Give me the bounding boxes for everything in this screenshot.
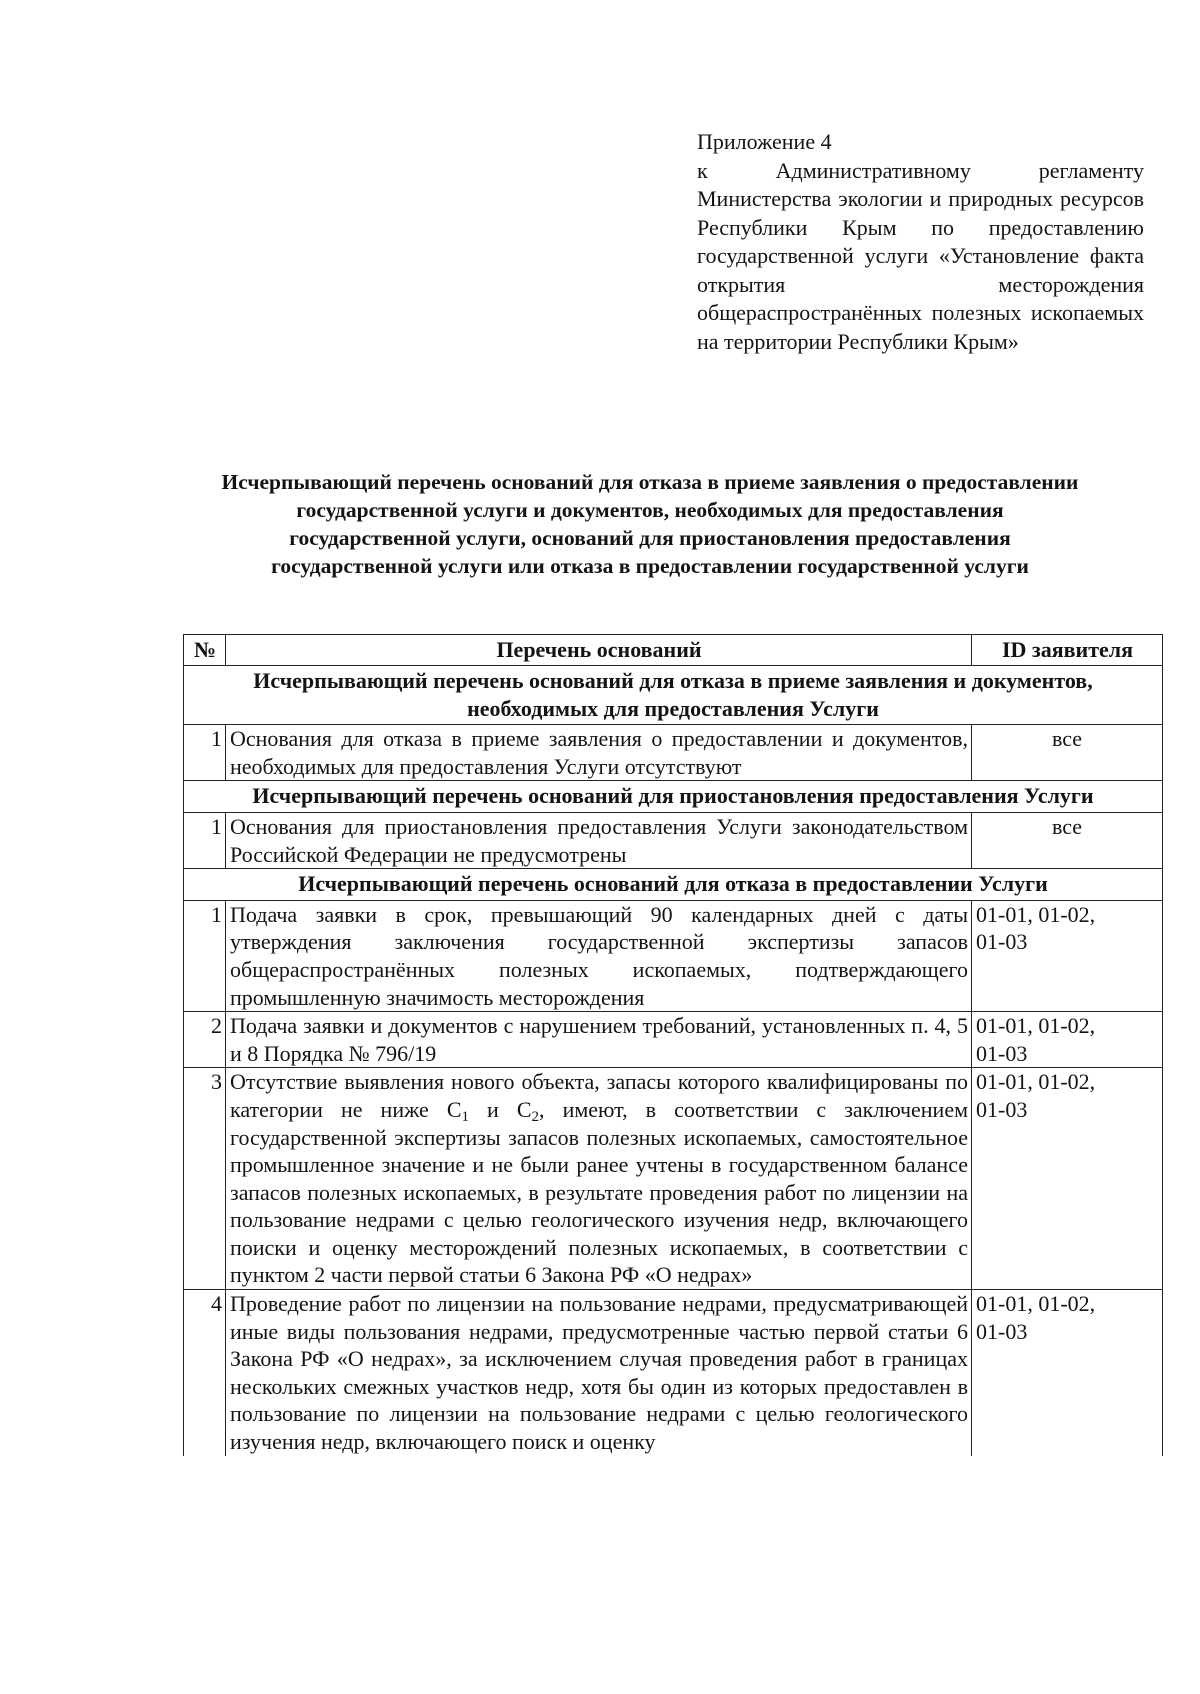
row-reason: Основания для приостановления предоставления Услуги законодательством Российской Федерации не предусмотрены: [226, 812, 972, 868]
table-row: [184, 1290, 1163, 1456]
table-header-row: [184, 635, 1163, 666]
heading-line: государственной услуги, оснований для приостановления предоставления: [289, 526, 1011, 550]
reason-text: Отсутствие выявления нового объекта, запасы которого квалифицированы по категории не ниже С: [230, 1069, 968, 1122]
section-row: [184, 666, 1163, 725]
appendix-title: Приложение 4: [697, 129, 832, 154]
row-applicant-id: [972, 1012, 1163, 1068]
appendix-block: [697, 128, 1144, 356]
row-number: 1: [184, 812, 226, 868]
table-row: [184, 1012, 1163, 1068]
section-title: [184, 666, 1163, 725]
section-row: [184, 781, 1163, 813]
grounds-table: [183, 634, 1163, 1456]
heading-line: Исчерпывающий перечень оснований для отказа в приеме заявления о предоставлении: [221, 470, 1079, 494]
row-reason: Проведение работ по лицензии на пользование недрами, предусматривающей иные виды пользования недрами, предусмотренные частью первой статьи 6 Закона РФ «О недрах», за исключением случая проведения работ в границах нескольких смежных участков недр, хотя бы один из которых предоставлен в пользование по лицензии на пользование недрами с целью геологического изучения недр, включающего поиск и оценку: [226, 1290, 972, 1456]
row-number: 3: [184, 1068, 226, 1290]
reason-text: и С: [469, 1096, 532, 1122]
header-applicant-id: ID заявителя: [972, 635, 1163, 666]
row-number: 2: [184, 1012, 226, 1068]
section-title: [184, 781, 1163, 813]
row-applicant-id: [972, 1290, 1163, 1456]
header-reasons: Перечень оснований: [226, 635, 972, 666]
section-row: [184, 869, 1163, 901]
row-applicant-id: [972, 900, 1163, 1011]
heading-line: государственной услуги или отказа в предоставлении государственной услуги: [271, 554, 1029, 578]
document-heading: [150, 468, 1150, 580]
table-row: [184, 1068, 1163, 1290]
row-reason: [226, 1068, 972, 1290]
row-number: 4: [184, 1290, 226, 1456]
table-row: [184, 900, 1163, 1011]
subscript: 1: [461, 1108, 469, 1125]
row-number: 1: [184, 900, 226, 1011]
section-title-line: необходимых для предоставления Услуги: [467, 695, 879, 721]
applicant-id-line: 01-03: [976, 929, 1028, 955]
row-applicant-id: [972, 1068, 1163, 1290]
subscript: 2: [531, 1108, 540, 1125]
header-number: №: [184, 635, 226, 666]
section-title-line: Исчерпывающий перечень оснований для отказа в приеме заявления и документов,: [253, 668, 1093, 693]
appendix-text: к Административному регламенту Министерства экологии и природных ресурсов Республики Крым по предоставлению государственной услуги «Установление факта открытия месторождения общераспространённых полезных ископаемых на территории Республики Крым»: [697, 157, 1144, 354]
applicant-id-line: 01-03: [976, 1040, 1028, 1066]
applicant-id-line: 01-01, 01-02,: [976, 1069, 1096, 1095]
applicant-id-line: 01-03: [976, 1318, 1028, 1344]
applicant-id-line: 01-03: [976, 1096, 1028, 1122]
section-title: [184, 869, 1163, 901]
applicant-id-line: 01-01, 01-02,: [976, 1291, 1096, 1317]
table-row: [184, 812, 1163, 868]
row-applicant-id: все: [972, 812, 1163, 868]
row-reason: Подача заявки в срок, превышающий 90 календарных дней с даты утверждения заключения государственной экспертизы запасов общераспространённых полезных ископаемых, подтверждающего промышленную значимость месторождения: [226, 900, 972, 1011]
reason-text: , имеют, в соответствии с заключением государственной экспертизы запасов полезных ископаемых, самостоятельное промышленное значение и не были ранее учтены в государственном балансе запасов полезных ископаемых, в результате проведения работ по лицензии на пользование недрами с целью геологического изучения недр, включающего поиски и оценку месторождений полезных ископаемых, в соответствии с пунктом 2 части первой статьи 6 Закона РФ «О недрах»: [230, 1096, 969, 1288]
row-reason: Подача заявки и документов с нарушением требований, установленных п. 4, 5 и 8 Порядка № 796/19: [226, 1012, 972, 1068]
applicant-id-line: 01-01, 01-02,: [976, 901, 1096, 927]
row-reason: Основания для отказа в приеме заявления о предоставлении и документов, необходимых для предоставления Услуги отсутствуют: [226, 725, 972, 781]
table-row: [184, 725, 1163, 781]
applicant-id-line: 01-01, 01-02,: [976, 1013, 1096, 1039]
section-title-line: Исчерпывающий перечень оснований для приостановления предоставления Услуги: [252, 783, 1094, 809]
row-applicant-id: все: [972, 725, 1163, 781]
section-title-line: Исчерпывающий перечень оснований для отказа в предоставлении Услуги: [298, 871, 1048, 897]
row-number: 1: [184, 725, 226, 781]
heading-line: государственной услуги и документов, необходимых для предоставления: [296, 498, 1004, 522]
